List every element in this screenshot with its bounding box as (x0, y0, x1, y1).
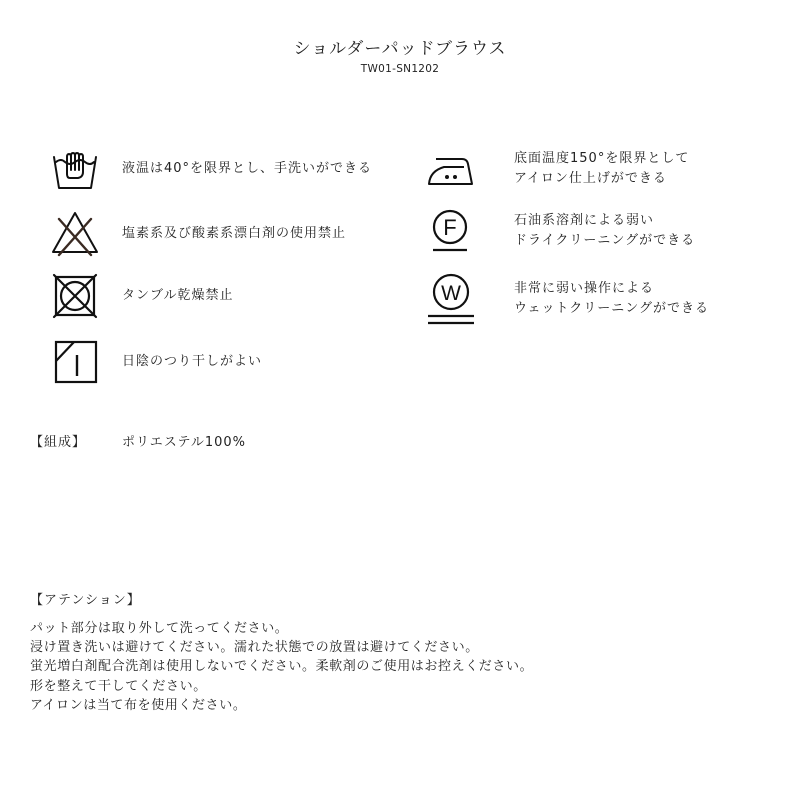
care-text: 底面温度150°を限界として アイロン仕上げができる (514, 151, 690, 186)
no-tumble-dry-icon (50, 271, 100, 321)
care-item-dry-clean (426, 206, 695, 256)
care-item-no-tumble (50, 271, 233, 321)
list-item: 浸け置き洗いは避けてください。濡れた状態での放置は避けてください。 (30, 640, 479, 656)
care-item-wet-clean (426, 270, 709, 328)
care-item-shade-dry (50, 337, 262, 387)
care-text: 非常に弱い操作による ウェットクリーニングができる (514, 281, 709, 316)
line-dry-shade-icon (50, 337, 100, 387)
list-item: アイロンは当て布を使用ください。 (30, 697, 247, 713)
care-text: タンブル乾燥禁止 (122, 288, 234, 303)
list-item: 形を整えて干してください。 (30, 678, 207, 694)
wet-clean-w-very-gentle-icon (426, 270, 476, 328)
list-item: パット部分は取り外して洗ってください。 (30, 621, 289, 636)
care-item-no-bleach (50, 209, 346, 259)
care-text: 石油系溶剤による弱い ドライクリーニングができる (514, 213, 696, 248)
iron-low-icon (426, 144, 476, 194)
composition-label: 【組成】 (30, 435, 87, 450)
care-text: 塩素系及び酸素系漂白剤の使用禁止 (122, 226, 347, 241)
care-item-hand-wash (50, 144, 372, 194)
product-code: TW01-SN1202 (360, 63, 440, 75)
no-bleach-icon (50, 209, 100, 259)
list-item: 蛍光増白剤配合洗剤は使用しないでください。柔軟剤のご使用はお控えください。 (30, 659, 534, 675)
svg-text:F: F (443, 215, 457, 240)
care-item-iron (426, 144, 689, 194)
care-text: 液温は40°を限界とし、手洗いができる (122, 161, 373, 176)
attention-list (30, 619, 533, 715)
svg-text:W: W (441, 282, 461, 305)
wash-tub-40-hand-wash-icon (50, 144, 100, 194)
dry-clean-f-gentle-icon (426, 206, 476, 256)
product-title: ショルダーパッドブラウス (293, 39, 507, 59)
care-text: 日陰のつり干しがよい (122, 354, 263, 369)
composition-value: ポリエステル100% (122, 435, 246, 450)
attention-heading: 【アテンション】 (30, 593, 141, 608)
